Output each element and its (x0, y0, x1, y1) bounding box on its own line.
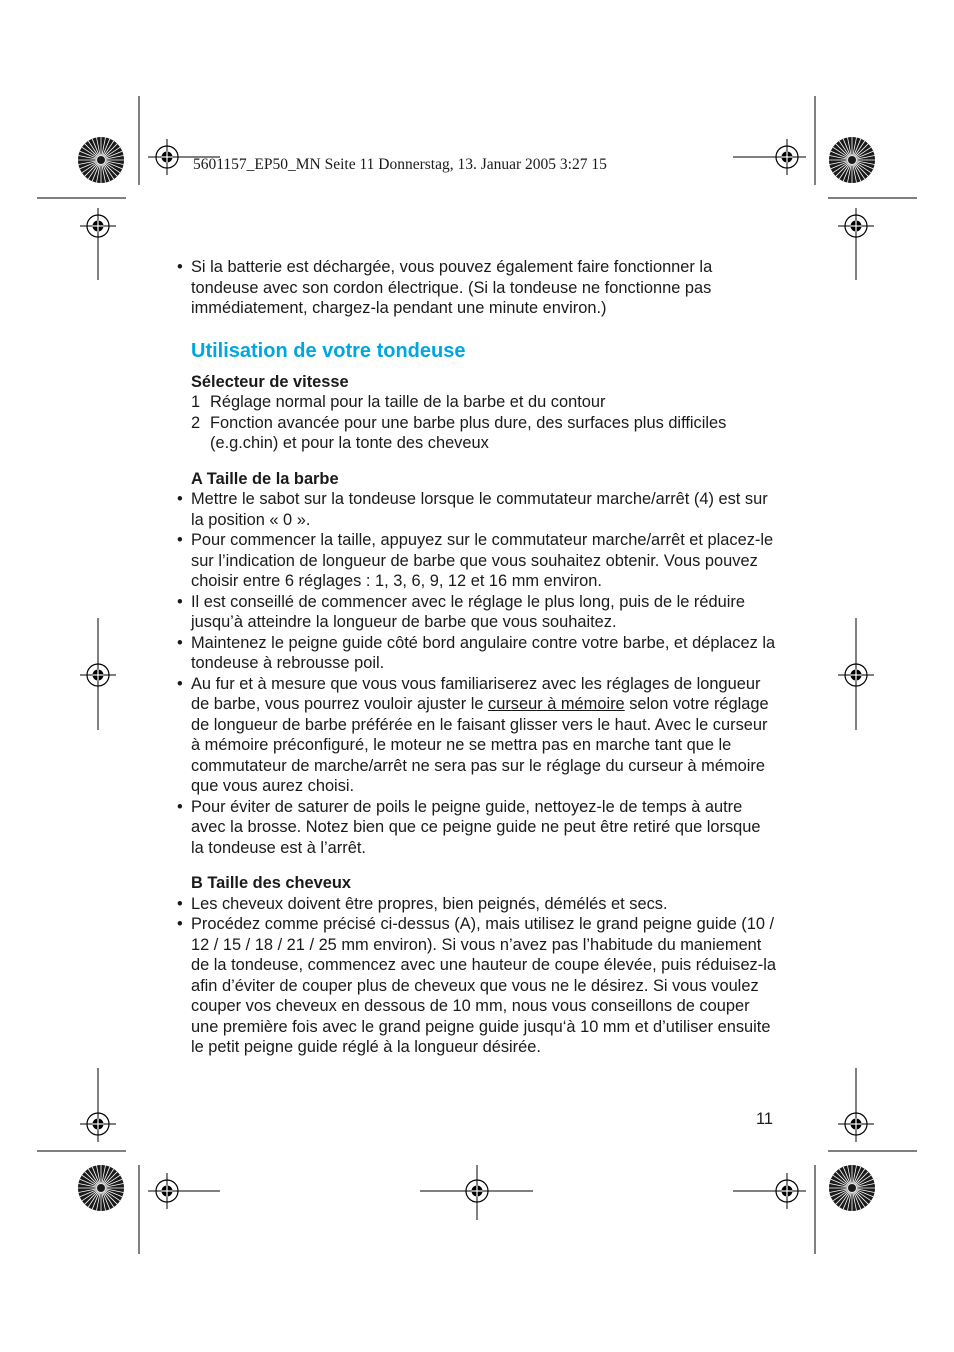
section-heading: Utilisation de votre tondeuse (191, 339, 466, 362)
list-item: • Les cheveux doivent être propres, bien peignés, démélés et secs. (176, 894, 776, 915)
print-slug: 5601157_EP50_MN Seite 11 Donnerstag, 13. Januar 2005 3:27 15 (193, 156, 607, 173)
memory-slider-term: curseur à mémoire (488, 695, 625, 713)
page-content (176, 257, 776, 1058)
speed-item-text: Fonction avancée pour une barbe plus dure, des surfaces plus difficiles (e.g.chin) et pour la tonte des cheveux (210, 413, 727, 452)
section-b-title: B Taille des cheveux (191, 874, 352, 892)
intro-bullet: • Si la batterie est déchargée, vous pouvez également faire fonctionner la tondeuse avec son cordon électrique. (Si la tondeuse ne fonctionne pas immédiatement, chargez-la pendant une minute environ.) (176, 257, 776, 319)
speed-item-text: Réglage normal pour la taille de la barbe et du contour (210, 393, 606, 411)
speed-item (176, 392, 776, 413)
speed-selector-title: Sélecteur de vitesse (191, 372, 349, 391)
bullet-text: selon votre réglage de longueur de barbe préférée en le faisant glisser vers le haut. Avec le curseur à mémoire préconfiguré, le moteur ne se mettra pas en marche tant que le commutateur de marche/arrêt ne sera pas sur le réglage du curseur à mémoire que vous aurez choisi. (191, 695, 769, 795)
page-number: 11 (756, 1110, 774, 1128)
speed-item-number: 1 (191, 393, 201, 411)
list-item: • Pour commencer la taille, appuyez sur le commutateur marche/arrêt et placez-le sur l’indication de longueur de barbe que vous souhaitez obtenir. Vous pouvez choisir entre 6 réglages : 1, 3, 6, 9, 12 et 16 mm environ. (176, 530, 776, 592)
list-item: • Maintenez le peigne guide côté bord angulaire contre votre barbe, et déplacez la tondeuse à rebrousse poil. (176, 633, 776, 674)
list-item: • Procédez comme précisé ci-dessus (A), mais utilisez le grand peigne guide (10 / 12 / 15 / 18 / 21 / 25 mm environ). Si vous n’avez pas l’habitude du maniement de la tondeuse, commencez avec une hauteur de coupe élevée, puis réduisez-la afin d’éviter de couper plus de cheveux que vous ne le désirez. Si vous voulez couper vos cheveux en dessous de 10 mm, nous vous conseillons de couper une première fois avec le grand peigne guide jusqu‘à 10 mm et d’utiliser ensuite le petit peigne guide réglé à la longueur désirée. (176, 914, 776, 1058)
speed-item (176, 413, 776, 454)
list-item (176, 674, 776, 797)
list-item: • Mettre le sabot sur la tondeuse lorsque le commutateur marche/arrêt (4) est sur la position « 0 ». (176, 489, 776, 530)
bullet-text: Au fur et à mesure que vous vous familiariserez avec les réglages de longueur de barbe, vous pourrez vouloir ajuster le (191, 674, 761, 713)
section-a-title: A Taille de la barbe (191, 469, 339, 488)
list-item: • Pour éviter de saturer de poils le peigne guide, nettoyez-le de temps à autre avec la brosse. Notez bien que ce peigne guide ne peut être retiré que lorsque la tondeuse est à l’arrêt. (176, 797, 776, 859)
speed-item-number: 2 (191, 413, 201, 432)
list-item: • Il est conseillé de commencer avec le réglage le plus long, puis de le réduire jusqu’à atteindre la longueur de barbe que vous souhaitez. (176, 592, 776, 633)
